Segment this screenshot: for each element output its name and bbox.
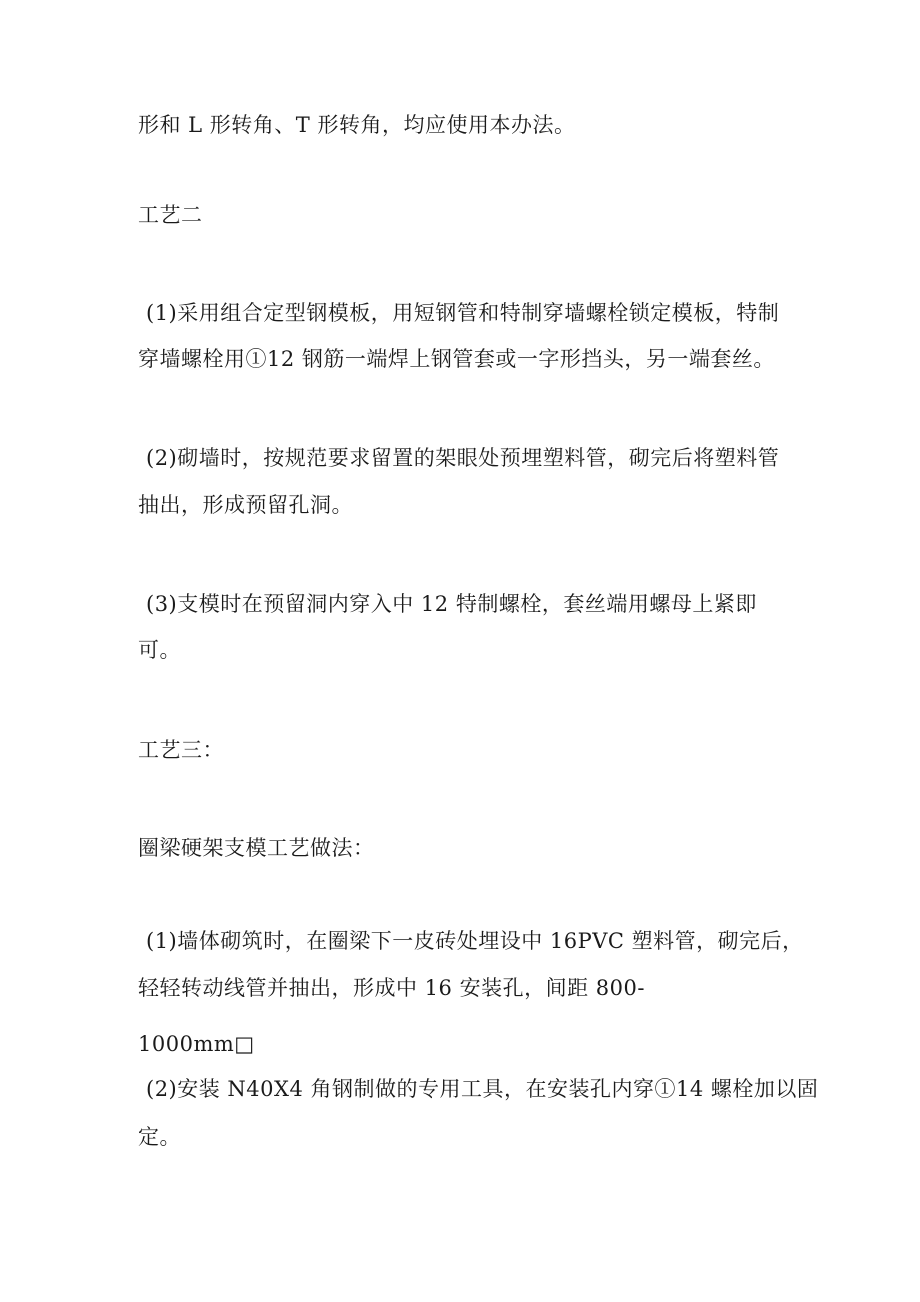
paragraph-line: 可。 [138,638,181,662]
paragraph-line: (3)支模时在预留洞内穿入中 12 特制螺栓，套丝端用螺母上紧即 [146,592,757,616]
section-heading: 圈梁硬架支模工艺做法： [138,836,375,860]
paragraph-line: 抽出，形成预留孔洞。 [138,493,353,517]
paragraph-line: 1000mm□ [138,1032,255,1056]
paragraph-line: 定。 [138,1125,181,1149]
paragraph-line: (1)采用组合定型钢模板，用短钢管和特制穿墙螺栓锁定模板，特制 [146,301,780,325]
paragraph-line: (2)安装 N40X4 角钢制做的专用工具，在安装孔内穿①14 螺栓加以固 [146,1077,819,1101]
section-heading: 工艺三： [138,738,224,762]
paragraph-line: 穿墙螺栓用①12 钢筋一端焊上钢管套或一字形挡头，另一端套丝。 [138,347,775,371]
paragraph-line: (2)砌墙时，按规范要求留置的架眼处预埋塑料管，砌完后将塑料管 [146,446,780,470]
section-heading: 工艺二 [138,203,203,227]
paragraph-line: 轻轻转动线管并抽出，形成中 16 安装孔，间距 800- [138,976,645,1000]
paragraph-line: 形和 L 形转角、T 形转角，均应使用本办法。 [138,113,576,137]
paragraph-line: (1)墙体砌筑时，在圈梁下一皮砖处埋设中 16PVC 塑料管，砌完后， [146,929,804,953]
